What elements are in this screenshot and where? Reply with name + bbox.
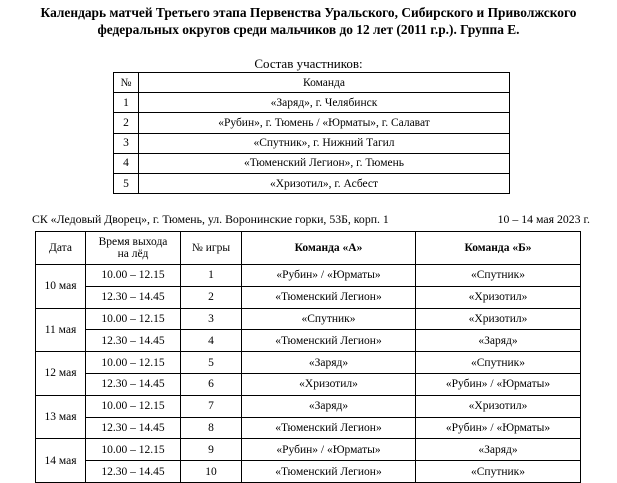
- table-row: [36, 439, 581, 461]
- participant-team: «Хризотил», г. Асбест: [139, 173, 510, 193]
- match-date: 12 мая: [36, 352, 86, 396]
- table-row: [36, 417, 581, 439]
- match-number: 5: [181, 352, 242, 374]
- participant-num: 5: [114, 173, 139, 193]
- venue-location: СК «Ледовый Дворец», г. Тюмень, ул. Воронинские горки, 53Б, корп. 1: [32, 212, 389, 226]
- match-team-a: «Тюменский Легион»: [242, 286, 416, 308]
- match-team-b: «Хризотил»: [416, 286, 581, 308]
- match-team-a: «Тюменский Легион»: [242, 461, 416, 483]
- match-time: 10.00 – 12.15: [86, 439, 181, 461]
- participant-num: 3: [114, 133, 139, 153]
- match-time: 12.30 – 14.45: [86, 286, 181, 308]
- participants-header-row: [114, 73, 510, 93]
- table-row: [114, 173, 510, 193]
- match-time: 12.30 – 14.45: [86, 417, 181, 439]
- table-row: [36, 373, 581, 395]
- match-team-a: «Спутник»: [242, 308, 416, 330]
- match-team-a: «Тюменский Легион»: [242, 417, 416, 439]
- match-team-a: «Тюменский Легион»: [242, 330, 416, 352]
- match-number: 1: [181, 265, 242, 287]
- table-row: [114, 133, 510, 153]
- table-row: [36, 352, 581, 374]
- table-row: [36, 330, 581, 352]
- participant-team: «Рубин», г. Тюмень / «Юрматы», г. Салават: [139, 113, 510, 133]
- match-team-b: «Спутник»: [416, 461, 581, 483]
- participant-team: «Заряд», г. Челябинск: [139, 93, 510, 113]
- match-team-a: «Рубин» / «Юрматы»: [242, 439, 416, 461]
- match-team-a: «Заряд»: [242, 352, 416, 374]
- match-team-a: «Заряд»: [242, 395, 416, 417]
- title-line-2: федеральных округов среди мальчиков до 12 лет (2011 г.р.). Группа Е.: [97, 22, 520, 37]
- schedule-col-game: № игры: [181, 232, 242, 265]
- participant-team: «Спутник», г. Нижний Тагил: [139, 133, 510, 153]
- match-date: 14 мая: [36, 439, 86, 483]
- match-team-b: «Спутник»: [416, 265, 581, 287]
- match-number: 9: [181, 439, 242, 461]
- match-time: 12.30 – 14.45: [86, 330, 181, 352]
- match-team-b: «Рубин» / «Юрматы»: [416, 417, 581, 439]
- title-line-1: Календарь матчей Третьего этапа Первенства Уральского, Сибирского и Приволжского: [40, 5, 577, 20]
- participant-num: 4: [114, 153, 139, 173]
- match-date: 10 мая: [36, 265, 86, 309]
- match-time: 10.00 – 12.15: [86, 395, 181, 417]
- match-team-b: «Заряд»: [416, 330, 581, 352]
- participants-caption: Состав участников:: [254, 56, 363, 71]
- table-row: [114, 153, 510, 173]
- table-row: [114, 113, 510, 133]
- match-team-b: «Заряд»: [416, 439, 581, 461]
- match-team-b: «Хризотил»: [416, 395, 581, 417]
- schedule-header-row: [36, 232, 581, 265]
- table-row: [36, 395, 581, 417]
- table-row: [36, 286, 581, 308]
- schedule-col-time: [86, 232, 181, 265]
- match-number: 3: [181, 308, 242, 330]
- participant-num: 1: [114, 93, 139, 113]
- match-team-a: «Хризотил»: [242, 373, 416, 395]
- match-team-b: «Хризотил»: [416, 308, 581, 330]
- participants-col-team: Команда: [139, 73, 510, 93]
- match-number: 2: [181, 286, 242, 308]
- match-team-a: «Рубин» / «Юрматы»: [242, 265, 416, 287]
- match-number: 4: [181, 330, 242, 352]
- match-date: 11 мая: [36, 308, 86, 352]
- match-number: 6: [181, 373, 242, 395]
- match-number: 8: [181, 417, 242, 439]
- schedule-col-team-b: Команда «Б»: [416, 232, 581, 265]
- schedule-table: [35, 231, 581, 483]
- schedule-col-date: Дата: [36, 232, 86, 265]
- venue-line: [32, 212, 590, 227]
- participants-col-num: №: [114, 73, 139, 93]
- table-row: [36, 461, 581, 483]
- participant-num: 2: [114, 113, 139, 133]
- venue-dates: 10 – 14 мая 2023 г.: [497, 212, 590, 226]
- match-time: 12.30 – 14.45: [86, 373, 181, 395]
- schedule-col-time-line2: на лёд: [117, 248, 149, 260]
- match-team-b: «Рубин» / «Юрматы»: [416, 373, 581, 395]
- match-time: 12.30 – 14.45: [86, 461, 181, 483]
- page-title: [0, 4, 617, 38]
- match-time: 10.00 – 12.15: [86, 352, 181, 374]
- match-time: 10.00 – 12.15: [86, 308, 181, 330]
- match-team-b: «Спутник»: [416, 352, 581, 374]
- participant-team: «Тюменский Легион», г. Тюмень: [139, 153, 510, 173]
- participants-table: [113, 72, 510, 194]
- match-date: 13 мая: [36, 395, 86, 439]
- match-number: 10: [181, 461, 242, 483]
- table-row: [36, 265, 581, 287]
- schedule-col-time-line1: Время выхода: [98, 236, 168, 248]
- table-row: [36, 308, 581, 330]
- match-time: 10.00 – 12.15: [86, 265, 181, 287]
- schedule-col-team-a: Команда «А»: [242, 232, 416, 265]
- table-row: [114, 93, 510, 113]
- match-number: 7: [181, 395, 242, 417]
